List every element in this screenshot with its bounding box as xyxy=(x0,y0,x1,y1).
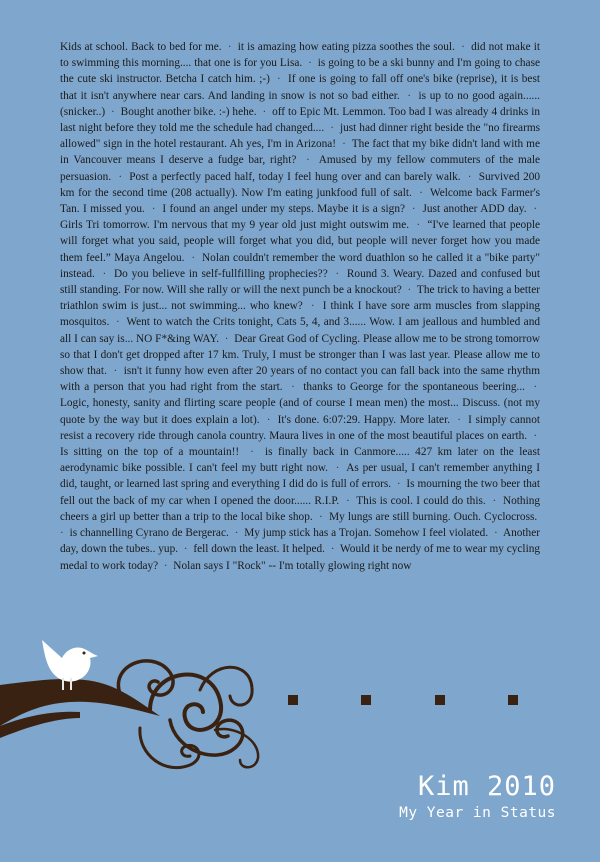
status-separator: · xyxy=(345,494,350,507)
status-update: Just another ADD day. xyxy=(422,203,527,216)
status-update: “I've learned that people will forget what you said, people will forget what you did, but people will never forget how you made them feel.” Maya Angelou. xyxy=(60,219,541,264)
status-separator: · xyxy=(396,478,401,491)
status-separator: · xyxy=(234,527,239,540)
status-separator: · xyxy=(227,41,232,53)
status-update: is channelling Cyrano de Bergerac. xyxy=(69,527,229,540)
status-separator: · xyxy=(310,300,315,313)
status-update: Post a perfectly paced half, today I feel hung over and can barely walk. xyxy=(129,170,461,183)
status-separator: · xyxy=(342,138,346,151)
status-separator: · xyxy=(113,365,118,378)
status-separator: · xyxy=(291,381,295,394)
status-update: Round 3. Weary. Dazed and confused but still standing. For now. Will she rally or will the next punch be a knockout? xyxy=(60,267,541,297)
status-separator: · xyxy=(163,559,168,572)
status-update: Is sitting on the top of a mountain!! xyxy=(60,446,240,459)
status-update: Welcome back Farmer's Tan. I missed you. xyxy=(60,186,541,216)
status-update: Girls Tri tomorrow. I'm nervous that my 9 year old just might outswim me. xyxy=(60,219,410,232)
status-separator: · xyxy=(533,381,538,394)
status-separator: · xyxy=(118,170,123,183)
status-update: Is mourning the two beer that fell out the back of my car when I opened the door...... R.I.P. xyxy=(60,478,541,507)
status-update: Survived 200 km for the second time (208 actually). Now I'm eating junkfood full of salt. xyxy=(60,170,541,199)
status-update: off to Epic Mt. Lemmon. Too bad I was already 4 drinks in last night before they told me the schedule had changed.... xyxy=(60,105,541,135)
status-update: The trick to having a better triathlon swim is just... not swimming... who knew? xyxy=(60,284,540,313)
status-update: Bought another bike. :-) hehe. xyxy=(120,105,257,118)
status-separator: · xyxy=(224,332,229,345)
status-update: Kids at school. Back to bed for me. xyxy=(60,41,222,53)
status-update: is up to no good again...... (snicker..) xyxy=(60,89,540,118)
status-update: This is cool. I could do this. xyxy=(356,494,486,507)
status-update: Nothing cheers a girl up better than a trip to the local bike shop. xyxy=(60,494,540,523)
status-separator: · xyxy=(533,203,538,216)
status-update: is going to be a ski bunny and I'm going to chase the cute ski instructor. Betcha I catch him. ;-) xyxy=(60,57,540,86)
status-separator: · xyxy=(308,57,312,70)
status-update: As per usual, I can't remember anything I did, taught, or learned last spring and everything I did do is full of errors. xyxy=(60,462,540,491)
status-separator: · xyxy=(116,316,120,329)
status-update: fell down the least. It helped. xyxy=(193,543,325,556)
status-separator: · xyxy=(533,429,538,442)
status-updates xyxy=(60,39,540,574)
status-separator: · xyxy=(411,203,416,216)
title-block xyxy=(399,770,556,822)
status-update: Another day, down the tubes.. yup. xyxy=(60,527,540,556)
status-update: I simply cannot resist a recovery ride through canola country. Maura lives in one of the most beautiful places on earth. xyxy=(60,413,540,442)
status-separator: · xyxy=(102,267,107,280)
decorative-dots xyxy=(288,695,518,705)
status-update: Logic, honesty, sanity and flirting scare people (and of course I mean men) the most... Discuss. (not my quote by the way but it does explain a lot). xyxy=(60,397,540,426)
status-separator: · xyxy=(111,105,115,118)
dot xyxy=(435,695,445,705)
status-separator: · xyxy=(330,543,335,556)
branch-with-bird-illustration xyxy=(0,630,290,780)
status-update: Went to watch the Crits tonight, Cats 5, 4, and 3...... Wow. I am jeallous and humbled and all I can say is... NO F*&ing WAY. xyxy=(60,316,540,345)
branch-curl xyxy=(118,661,173,695)
branch-curl xyxy=(200,667,252,705)
status-separator: · xyxy=(407,284,412,297)
dot xyxy=(288,695,298,705)
status-separator: · xyxy=(493,527,498,540)
status-update: isn't it funny how even after 20 years of no contact you can fall back into the same rhythm with a person that you had right from the start. xyxy=(60,365,540,394)
title-subtitle: My Year in Status xyxy=(399,805,556,821)
status-separator: · xyxy=(183,543,188,556)
status-separator: · xyxy=(262,105,267,118)
status-separator: · xyxy=(335,462,340,475)
status-update: If one is going to fall off one's bike (reprise), it is best that it isn't anywhere near cars. And landing in snow is not so bad either. xyxy=(60,73,540,102)
dot xyxy=(361,695,371,705)
status-separator: · xyxy=(457,413,461,426)
status-separator: · xyxy=(467,170,472,183)
status-update: Do you believe in self-fullfilling prophecies?? xyxy=(114,267,328,280)
status-update: Nolan says I "Rock" -- I'm totally glowing right now xyxy=(173,559,412,572)
status-separator: · xyxy=(330,122,334,135)
title-main: Kim 2010 xyxy=(417,771,556,802)
status-separator: · xyxy=(407,89,411,102)
status-update: The fact that my bike didn't land with me in Vancouver means I deserve a fudge bar, right? xyxy=(60,138,540,167)
status-update: Nolan couldn't remember the word duathlon so he called it a "bike party" instead. xyxy=(60,251,540,280)
status-separator: · xyxy=(419,186,423,199)
status-update: I think I have sore arm muscles from slapping mosquitos. xyxy=(60,300,541,329)
status-separator: · xyxy=(60,527,64,540)
status-separator: · xyxy=(277,73,281,86)
status-separator: · xyxy=(250,446,254,459)
branch-curl xyxy=(150,675,221,730)
status-separator: · xyxy=(492,494,497,507)
status-update: did not make it to swimming this morning.... that one is for you Lisa. xyxy=(60,41,540,70)
status-separator: · xyxy=(151,203,156,216)
status-update: Dear Great God of Cycling. Please allow me to be strong tomorrow so that I don't get dropped after 17 km. Truly, I must be stronger than I was last year. Please allow me to show that. xyxy=(60,332,541,378)
dot xyxy=(508,695,518,705)
status-separator: · xyxy=(266,413,271,426)
status-separator: · xyxy=(416,219,421,232)
status-update: Would it be nerdy of me to wear my cycling medal to work today? xyxy=(60,543,541,572)
status-update: My jump stick has a Trojan. Somehow I feel violated. xyxy=(244,527,489,540)
status-update: it is amazing how eating pizza soothes the soul. xyxy=(237,41,455,53)
status-separator: · xyxy=(305,154,310,167)
status-separator: · xyxy=(461,41,465,53)
status-update: My lungs are still burning. Ouch. Cyclocross. xyxy=(329,510,538,523)
status-update: It's done. 6:07:29. Happy. More later. xyxy=(277,413,451,426)
status-update: just had dinner right beside the "no firearms allowed" sign in the hotel restaurant. Ah yes, I'm in Arizona! xyxy=(60,122,541,151)
status-separator: · xyxy=(191,251,196,264)
status-update: I found an angel under my steps. Maybe it is a sign? xyxy=(162,203,405,216)
status-separator: · xyxy=(319,510,323,523)
status-update: thanks to George for the spontaneous beering... xyxy=(303,381,525,394)
status-separator: · xyxy=(335,267,340,280)
status-update: is finally back in Canmore..... 427 km later on the least aerodynamic bike possible. I can't feel my butt right now. xyxy=(60,446,540,475)
status-update: Amused by my fellow commuters of the male persuasion. xyxy=(60,154,540,183)
